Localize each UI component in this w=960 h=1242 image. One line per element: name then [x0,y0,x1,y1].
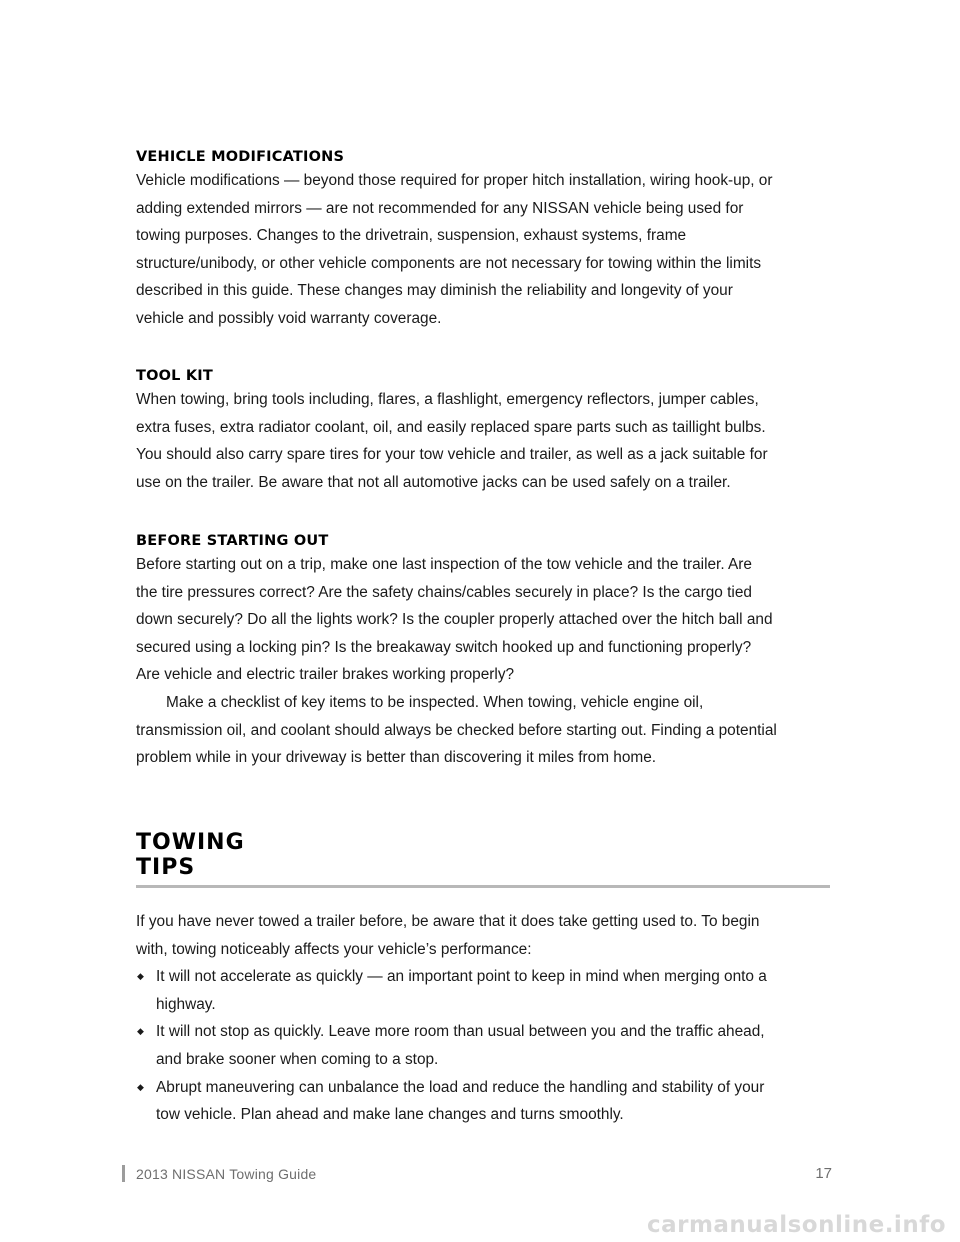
chapter-title [136,830,830,880]
text-line: the tire pressures correct? Are the safety chains/cables securely in place? Is the cargo tied [136,583,752,601]
text-line: described in this guide. These changes may diminish the reliability and longevity of your [136,282,733,300]
diamond-bullet-icon: ◆ [137,971,144,982]
list-item [136,963,836,1018]
section-heading: TOOL KIT [136,368,213,384]
section-before-starting-out [136,531,836,772]
footer-guide-title: 2013 NISSAN Towing Guide [136,1166,317,1182]
paragraph [136,689,836,772]
text-line: secured using a locking pin? Is the breakaway switch hooked up and functioning properly? [136,638,752,656]
text-line: extra fuses, extra radiator coolant, oil, and easily replaced spare parts such as taillight bulbs. [136,418,766,436]
text-line: You should also carry spare tires for your tow vehicle and trailer, as well as a jack suitable for [136,446,768,464]
text-line: structure/unibody, or other vehicle components are not necessary for towing within the limits [136,254,762,272]
text-line: with, towing noticeably affects your vehicle’s performance: [136,940,532,958]
diamond-bullet-icon: ◆ [137,1026,144,1037]
text-line: down securely? Do all the lights work? Is the coupler properly attached over the hitch ball and [136,611,773,629]
text-line: tow vehicle. Plan ahead and make lane changes and turns smoothly. [156,1106,624,1124]
text-line: vehicle and possibly void warranty coverage. [136,309,442,327]
text-line: If you have never towed a trailer before, be aware that it does take getting used to. To begin [136,913,760,930]
paragraph [136,167,836,333]
chapter-title-line: TIPS [136,855,196,880]
page-number: 17 [815,1165,832,1182]
section-towing-tips [136,908,836,1129]
text-line: and brake sooner when coming to a stop. [156,1050,439,1068]
text-line: When towing, bring tools including, flares, a flashlight, emergency reflectors, jumper cables, [136,391,759,408]
text-line: problem while in your driveway is better than discovering it miles from home. [136,749,657,767]
paragraph [136,386,836,496]
text-line: highway. [156,995,216,1013]
section-heading: VEHICLE MODIFICATIONS [136,149,345,165]
paragraph [136,551,836,689]
bullet-list [136,963,836,1129]
footer-accent-bar [122,1165,125,1182]
section-vehicle-modifications [136,147,836,333]
page-footer [122,1164,832,1186]
text-line: towing purposes. Changes to the drivetrain, suspension, exhaust systems, frame [136,227,687,245]
diamond-bullet-icon: ◆ [137,1081,144,1092]
text-line: use on the trailer. Be aware that not all automotive jacks can be used safely on a trailer. [136,473,731,491]
text-line: transmission oil, and coolant should always be checked before starting out. Finding a potential [136,721,777,739]
section-heading: BEFORE STARTING OUT [136,533,329,549]
text-line: Before starting out on a trip, make one last inspection of the tow vehicle and the trailer. Are [136,556,752,573]
text-line: adding extended mirrors — are not recommended for any NISSAN vehicle being used for [136,199,744,217]
section-tool-kit [136,366,836,496]
text-line: It will not accelerate as quickly — an important point to keep in mind when merging onto a [156,968,767,986]
text-line: Vehicle modifications — beyond those required for proper hitch installation, wiring hook-up, or [136,172,773,189]
chapter-title-line: TOWING [136,830,245,855]
towing-tips-title-block [136,830,830,888]
list-item [136,1018,836,1073]
list-item [136,1074,836,1129]
title-divider [136,885,830,888]
watermark: carmanualsonline.info [646,1212,946,1238]
text-line: Are vehicle and electric trailer brakes working properly? [136,666,515,684]
text-line: Make a checklist of key items to be inspected. When towing, vehicle engine oil, [166,693,704,711]
paragraph [136,908,836,963]
text-line: It will not stop as quickly. Leave more room than usual between you and the traffic ahead, [156,1023,765,1041]
text-line: Abrupt maneuvering can unbalance the load and reduce the handling and stability of your [156,1078,765,1096]
